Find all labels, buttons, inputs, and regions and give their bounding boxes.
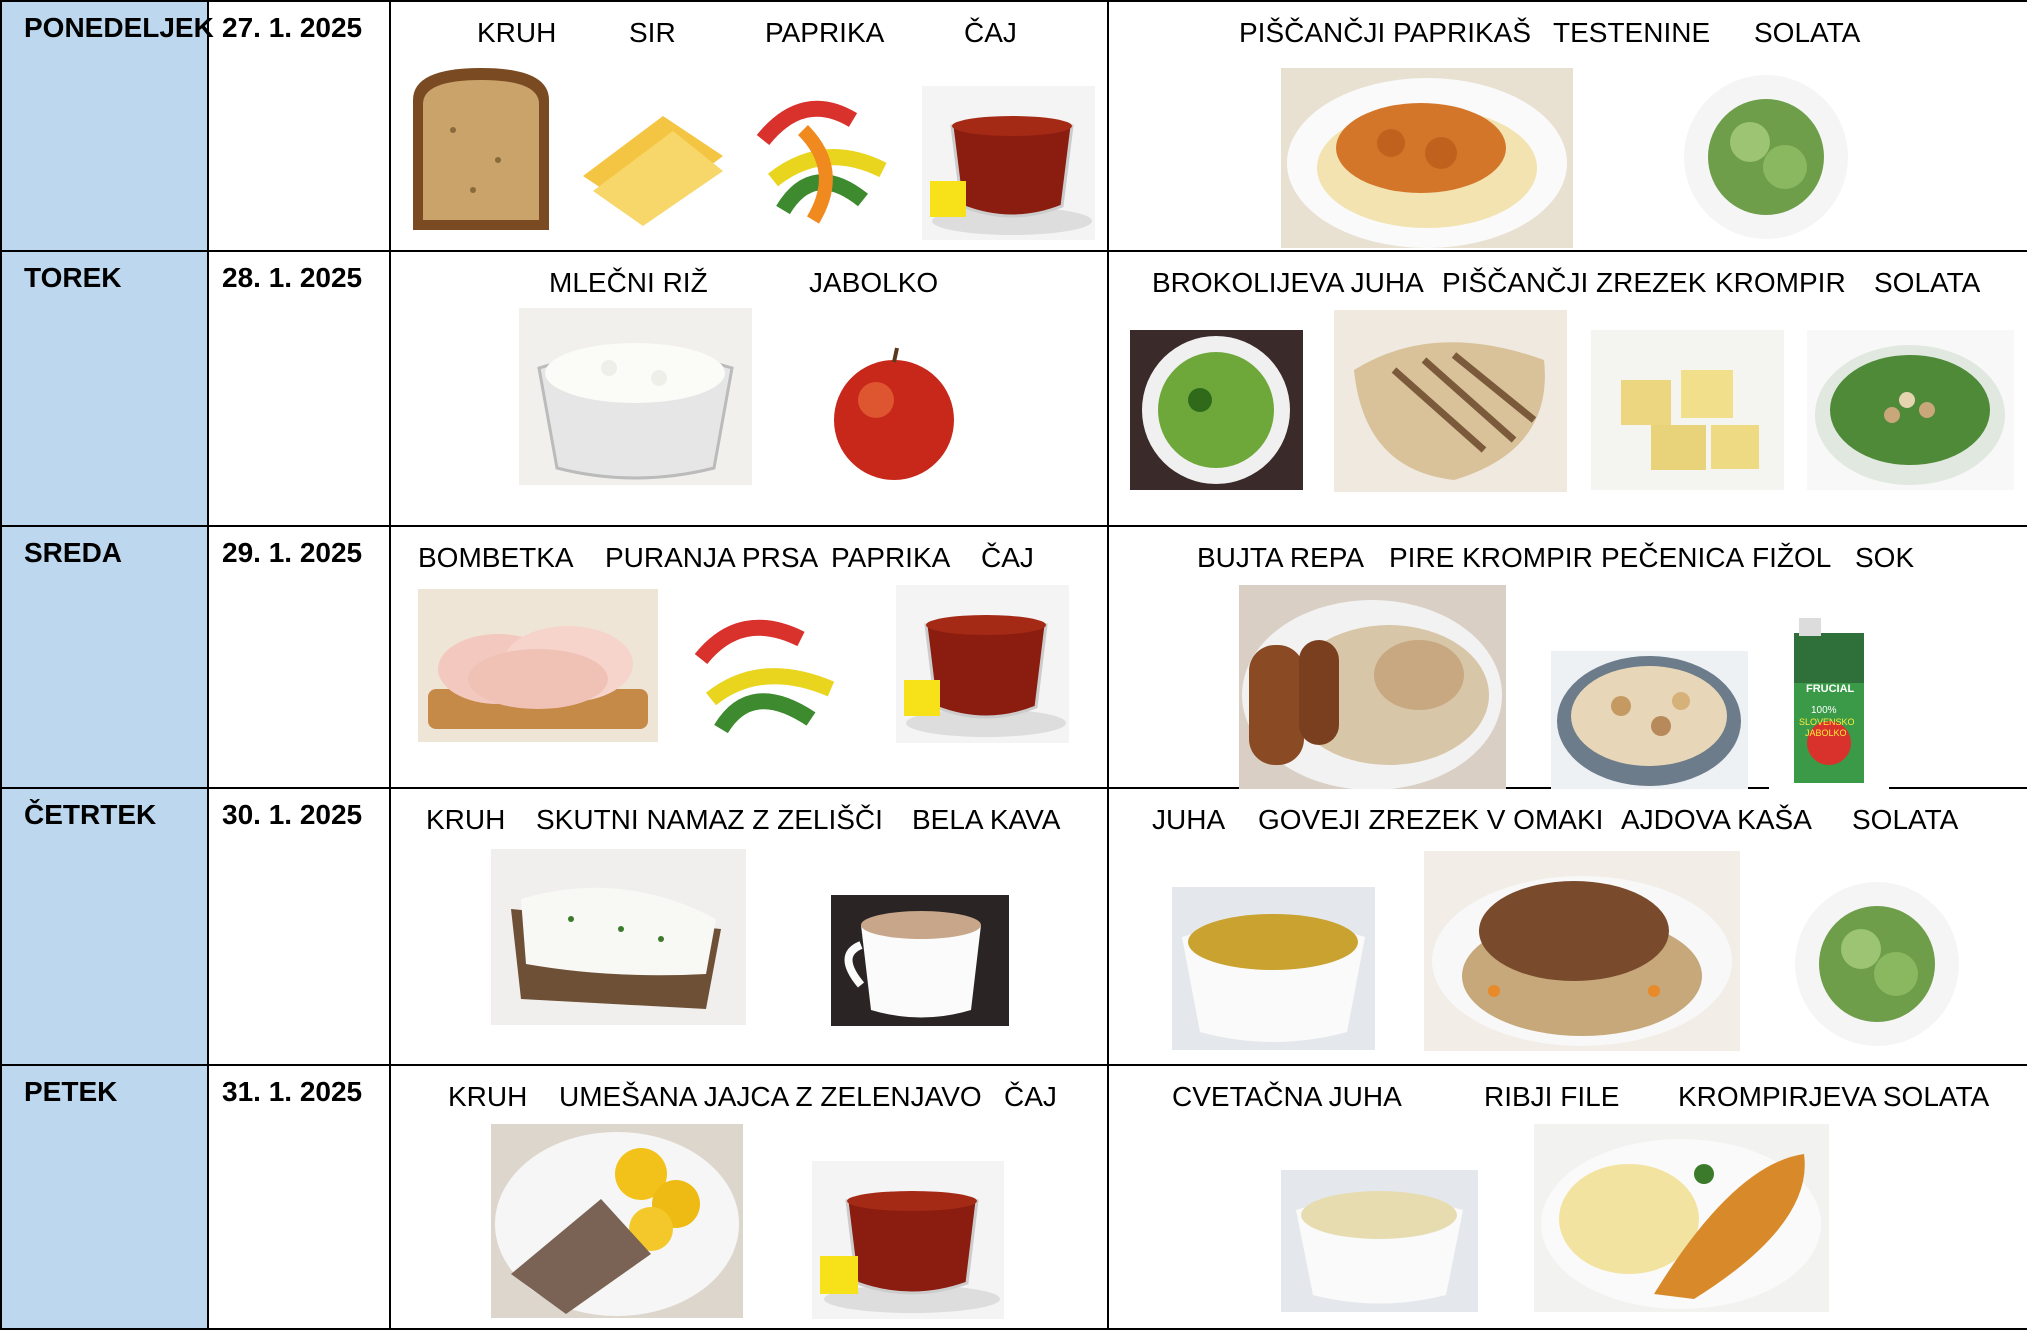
tea-image (896, 585, 1069, 743)
lunch-cell (1108, 1, 2027, 251)
food-label: ČAJ (964, 17, 1017, 48)
broccoli-soup-image (1130, 330, 1303, 490)
menu-row-wednesday (1, 526, 2027, 788)
scrambled-eggs-image (491, 1124, 743, 1318)
potatoes-image (1591, 330, 1784, 490)
food-label: PEČENICA (1601, 542, 1745, 573)
food-label: TESTENINE (1553, 17, 1711, 48)
breakfast-cell (390, 788, 1108, 1065)
lunch-cell (1108, 526, 2027, 788)
cheese-image (573, 96, 729, 231)
food-label: KRUH (448, 1081, 528, 1112)
food-label: KROMPIRJEVA SOLATA (1678, 1081, 1990, 1112)
juice-label-text: 100% (1811, 705, 1837, 716)
juice-pack-image (1769, 613, 1889, 789)
beans-image (1551, 651, 1748, 789)
food-label: SOK (1855, 542, 1915, 573)
salad-image (1680, 72, 1853, 242)
lunch-cell (1108, 788, 2027, 1065)
food-label: ČAJ (981, 542, 1034, 573)
food-label: AJDOVA KAŠA (1621, 804, 1812, 835)
date-cell: 30. 1. 2025 (208, 788, 390, 1065)
date-cell: 28. 1. 2025 (208, 251, 390, 526)
food-label: BROKOLIJEVA JUHA (1152, 267, 1424, 298)
tea-image (922, 86, 1095, 240)
apple-image (821, 340, 967, 486)
menu-row-thursday (1, 788, 2027, 1065)
turkey-sandwich-image (418, 589, 658, 742)
food-label: SOLATA (1852, 804, 1959, 835)
food-label: PAPRIKA (765, 17, 885, 48)
lunch-cell (1108, 251, 2027, 526)
cauliflower-soup-image (1281, 1170, 1478, 1312)
food-label: BELA KAVA (912, 804, 1061, 835)
food-label: PIRE KROMPIR (1389, 542, 1593, 573)
menu-row-monday (1, 1, 2027, 251)
menu-row-friday (1, 1065, 2027, 1329)
bean-salad-image (1807, 330, 2014, 490)
salad-image (1791, 879, 1964, 1049)
bujta-repa-image (1239, 585, 1506, 789)
food-label: SOLATA (1874, 267, 1981, 298)
food-label: MLEČNI RIŽ (549, 267, 708, 298)
tea-image (812, 1161, 1004, 1319)
day-cell: TOREK (1, 251, 208, 526)
food-label: JUHA (1152, 804, 1226, 835)
day-cell: ČETRTEK (1, 788, 208, 1065)
juice-label-text: SLOVENSKO (1799, 717, 1855, 727)
food-label: RIBJI FILE (1484, 1081, 1620, 1112)
breakfast-cell (390, 526, 1108, 788)
breakfast-cell (390, 251, 1108, 526)
food-label: PAPRIKA (831, 542, 951, 573)
food-label: FIŽOL (1752, 542, 1832, 573)
food-label: BUJTA REPA (1197, 542, 1365, 573)
menu-row-tuesday (1, 251, 2027, 526)
breakfast-cell (390, 1, 1108, 251)
food-label: KRUH (477, 17, 557, 48)
day-cell: SREDA (1, 526, 208, 788)
juice-label-text: JABOLKO (1805, 728, 1847, 738)
rice-pudding-image (519, 308, 752, 485)
chicken-steak-image (1334, 310, 1567, 492)
food-label: SIR (629, 17, 676, 48)
day-cell: PETEK (1, 1065, 208, 1329)
day-cell: PONEDELJEK (1, 1, 208, 251)
fish-fillet-image (1534, 1124, 1829, 1312)
paprikash-image (1281, 68, 1573, 248)
food-label: ČAJ (1004, 1081, 1057, 1112)
date-cell: 31. 1. 2025 (208, 1065, 390, 1329)
food-label: SKUTNI NAMAZ Z ZELIŠČI (536, 804, 883, 835)
food-label: BOMBETKA (418, 542, 574, 573)
food-label: UMEŠANA JAJCA Z ZELENJAVO (559, 1081, 982, 1112)
food-label: KROMPIR (1715, 267, 1846, 298)
food-label: SOLATA (1754, 17, 1861, 48)
bread-image (403, 60, 559, 234)
breakfast-cell (390, 1065, 1108, 1329)
food-label: GOVEJI ZREZEK V OMAKI (1258, 804, 1604, 835)
date-cell: 27. 1. 2025 (208, 1, 390, 251)
juice-brand-text: FRUCIAL (1806, 683, 1855, 695)
soup-image (1172, 887, 1375, 1050)
food-label: JABOLKO (809, 267, 939, 298)
coffee-image (831, 895, 1009, 1026)
food-label: KRUH (426, 804, 506, 835)
beef-steak-image (1424, 851, 1740, 1051)
cottage-cheese-bread-image (491, 849, 746, 1025)
lunch-cell (1108, 1065, 2027, 1329)
date-cell: 29. 1. 2025 (208, 526, 390, 788)
food-label: PURANJA PRSA (605, 542, 819, 573)
food-label: PIŠČANČJI PAPRIKAŠ (1239, 17, 1532, 48)
pepper-image (743, 80, 899, 232)
pepper-image (681, 599, 851, 745)
food-label: CVETAČNA JUHA (1172, 1081, 1402, 1112)
food-label: PIŠČANČJI ZREZEK (1442, 267, 1707, 298)
